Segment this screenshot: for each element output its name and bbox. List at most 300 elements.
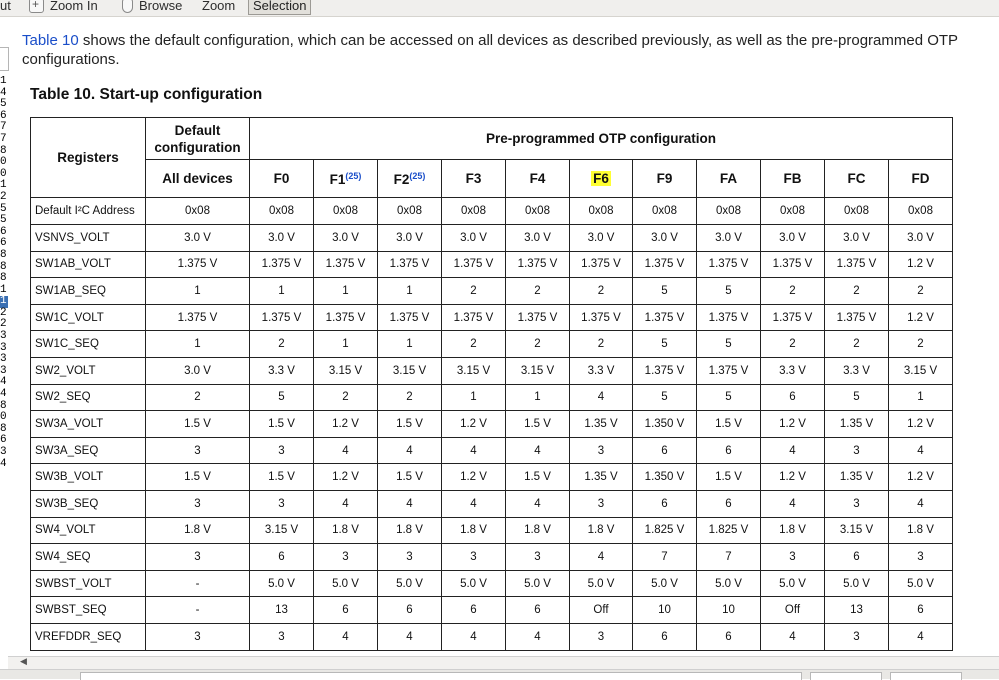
table-cell: Off bbox=[570, 597, 633, 624]
table-cell: 3.15 V bbox=[442, 357, 506, 384]
table-cell: 1.8 V bbox=[146, 517, 250, 544]
table-cell: 0x08 bbox=[146, 198, 250, 225]
column-header-f4 bbox=[506, 160, 570, 198]
register-name: SW3A_SEQ bbox=[31, 437, 146, 464]
table-cell: - bbox=[146, 570, 250, 597]
table-cell: 3.0 V bbox=[314, 225, 378, 252]
register-name: VREFDDR_SEQ bbox=[31, 623, 146, 650]
table-cell: 1.2 V bbox=[314, 411, 378, 438]
table-row bbox=[31, 331, 953, 358]
table-cell: 1.8 V bbox=[889, 517, 953, 544]
table-cell: 3.0 V bbox=[761, 225, 825, 252]
table-cell: 10 bbox=[633, 597, 697, 624]
zoom-in-button[interactable] bbox=[29, 0, 98, 16]
column-header-f3 bbox=[442, 160, 506, 198]
table-cell: 5.0 V bbox=[506, 570, 570, 597]
table-cell: 2 bbox=[889, 331, 953, 358]
gutter-digit: 6 bbox=[0, 109, 7, 122]
registers-header: Registers bbox=[31, 118, 146, 198]
table-cell: 1.350 V bbox=[633, 464, 697, 491]
table-cell: 3.0 V bbox=[442, 225, 506, 252]
table-cell: 0x08 bbox=[378, 198, 442, 225]
table-cell: 3.0 V bbox=[697, 225, 761, 252]
table-cell: 1.375 V bbox=[442, 251, 506, 278]
table-cell: 3.0 V bbox=[633, 225, 697, 252]
table-cell: 0x08 bbox=[633, 198, 697, 225]
register-name: SW4_VOLT bbox=[31, 517, 146, 544]
table-cell: 0x08 bbox=[570, 198, 633, 225]
table-cell: 1.375 V bbox=[378, 304, 442, 331]
table-cell: 5 bbox=[825, 384, 889, 411]
table-cell: 2 bbox=[570, 331, 633, 358]
table-cell: 6 bbox=[761, 384, 825, 411]
table-cell: 3 bbox=[378, 544, 442, 571]
table-cell: 5.0 V bbox=[250, 570, 314, 597]
table-cell: 1.2 V bbox=[889, 251, 953, 278]
gutter-digit: 0 bbox=[0, 167, 7, 180]
table-cell: 1.5 V bbox=[146, 411, 250, 438]
table-cell: 2 bbox=[442, 278, 506, 305]
table-cell: 3.0 V bbox=[889, 225, 953, 252]
table-cell: 1.375 V bbox=[697, 304, 761, 331]
table-cell: 3.0 V bbox=[825, 225, 889, 252]
table-cell: 3.3 V bbox=[570, 357, 633, 384]
table-cell: 4 bbox=[378, 623, 442, 650]
table-cell: 1 bbox=[146, 331, 250, 358]
table-cell: 4 bbox=[506, 490, 570, 517]
table-cell: 4 bbox=[761, 437, 825, 464]
table-10-link[interactable]: Table 10 bbox=[22, 32, 79, 49]
table-caption: Table 10. Start-up configuration bbox=[30, 86, 263, 103]
table-cell: 1.825 V bbox=[633, 517, 697, 544]
gutter-digit: 6 bbox=[0, 434, 7, 447]
table-cell: 0x08 bbox=[889, 198, 953, 225]
table-cell: 4 bbox=[442, 490, 506, 517]
table-cell: 3.0 V bbox=[570, 225, 633, 252]
table-cell: 5.0 V bbox=[378, 570, 442, 597]
table-row bbox=[31, 597, 953, 624]
table-cell: 5 bbox=[633, 384, 697, 411]
table-cell: 6 bbox=[825, 544, 889, 571]
column-label: F2 bbox=[393, 171, 410, 187]
table-cell: 4 bbox=[761, 623, 825, 650]
table-cell: 0x08 bbox=[697, 198, 761, 225]
table-row bbox=[31, 251, 953, 278]
table-cell: 3.15 V bbox=[825, 517, 889, 544]
table-cell: 1.375 V bbox=[442, 304, 506, 331]
gutter-digit: 3 bbox=[0, 341, 7, 354]
status-field[interactable] bbox=[80, 672, 802, 680]
column-header-fc bbox=[825, 160, 889, 198]
gutter-digit: 4 bbox=[0, 376, 7, 389]
gutter-digit: 3 bbox=[0, 364, 7, 377]
table-cell: 5 bbox=[697, 384, 761, 411]
table-cell: 2 bbox=[442, 331, 506, 358]
table-cell: 7 bbox=[633, 544, 697, 571]
table-cell: 5.0 V bbox=[633, 570, 697, 597]
hand-icon bbox=[122, 0, 133, 13]
table-cell: 4 bbox=[314, 437, 378, 464]
browse-button[interactable] bbox=[122, 0, 182, 16]
table-cell: 1 bbox=[314, 278, 378, 305]
table-cell: 1.35 V bbox=[825, 411, 889, 438]
table-cell: 1.5 V bbox=[250, 411, 314, 438]
table-cell: 1.5 V bbox=[250, 464, 314, 491]
register-name: SW3B_VOLT bbox=[31, 464, 146, 491]
table-cell: 1.5 V bbox=[697, 464, 761, 491]
table-cell: 1.8 V bbox=[442, 517, 506, 544]
column-header-f0 bbox=[250, 160, 314, 198]
register-name: SW1AB_VOLT bbox=[31, 251, 146, 278]
table-cell: 1.5 V bbox=[378, 411, 442, 438]
table-cell: 1.5 V bbox=[506, 464, 570, 491]
table-cell: 1.2 V bbox=[761, 464, 825, 491]
table-cell: 3 bbox=[825, 437, 889, 464]
table-cell: 1.375 V bbox=[761, 251, 825, 278]
zoom-button[interactable]: Zoom bbox=[202, 0, 236, 13]
table-cell: 1.8 V bbox=[314, 517, 378, 544]
table-cell: 3.15 V bbox=[506, 357, 570, 384]
column-label: FA bbox=[719, 171, 738, 186]
table-cell: 1 bbox=[889, 384, 953, 411]
table-cell: 3.0 V bbox=[378, 225, 442, 252]
table-cell: 1.375 V bbox=[570, 251, 633, 278]
table-cell: 0x08 bbox=[825, 198, 889, 225]
column-header-f9 bbox=[633, 160, 697, 198]
table-cell: 5 bbox=[697, 278, 761, 305]
left-gutter bbox=[0, 76, 8, 470]
table-cell: 3 bbox=[506, 544, 570, 571]
table-cell: 1.8 V bbox=[570, 517, 633, 544]
table-cell: 2 bbox=[146, 384, 250, 411]
table-cell: 3 bbox=[570, 490, 633, 517]
table-cell: 3 bbox=[570, 437, 633, 464]
intro-text: shows the default configuration, which can be accessed on all devices as described previously, as well as the pre-programmed OTP configurations. bbox=[22, 32, 958, 68]
register-name: SW3B_SEQ bbox=[31, 490, 146, 517]
table-cell: 6 bbox=[697, 490, 761, 517]
table-cell: 4 bbox=[889, 623, 953, 650]
table-cell: 1 bbox=[442, 384, 506, 411]
column-header-f1 bbox=[314, 160, 378, 198]
table-cell: 1.350 V bbox=[633, 411, 697, 438]
gutter-digit: 1 bbox=[0, 295, 7, 308]
table-cell: 2 bbox=[825, 278, 889, 305]
table-cell: 3.0 V bbox=[250, 225, 314, 252]
gutter-digit: 2 bbox=[0, 190, 7, 203]
table-cell: 4 bbox=[570, 544, 633, 571]
table-cell: 1.2 V bbox=[889, 304, 953, 331]
table-cell: 7 bbox=[697, 544, 761, 571]
table-cell: 3.15 V bbox=[378, 357, 442, 384]
table-cell: 6 bbox=[633, 623, 697, 650]
table-cell: 1.825 V bbox=[697, 517, 761, 544]
table-cell: 1.375 V bbox=[825, 251, 889, 278]
table-cell: 2 bbox=[378, 384, 442, 411]
table-row bbox=[31, 570, 953, 597]
table-cell: 5 bbox=[633, 278, 697, 305]
gutter-digit: 1 bbox=[0, 179, 7, 192]
gutter-digit: 4 bbox=[0, 388, 7, 401]
column-label: F0 bbox=[273, 171, 290, 186]
table-cell: 3 bbox=[761, 544, 825, 571]
table-row bbox=[31, 544, 953, 571]
table-cell: 1.375 V bbox=[378, 251, 442, 278]
table-cell: 3 bbox=[146, 623, 250, 650]
table-cell: 3.15 V bbox=[889, 357, 953, 384]
gutter-digit: 8 bbox=[0, 272, 7, 285]
table-row bbox=[31, 225, 953, 252]
table-cell: 1.5 V bbox=[146, 464, 250, 491]
table-cell: 1 bbox=[506, 384, 570, 411]
register-name: SW1AB_SEQ bbox=[31, 278, 146, 305]
table-cell: 2 bbox=[570, 278, 633, 305]
column-header-f6 bbox=[570, 160, 633, 198]
table-row bbox=[31, 490, 953, 517]
gutter-digit: 5 bbox=[0, 98, 7, 111]
table-cell: 5 bbox=[250, 384, 314, 411]
table-cell: 1.2 V bbox=[889, 411, 953, 438]
table-cell: 3 bbox=[442, 544, 506, 571]
register-name: SW1C_SEQ bbox=[31, 331, 146, 358]
table-cell: 3 bbox=[146, 544, 250, 571]
table-cell: 5.0 V bbox=[570, 570, 633, 597]
startup-config-table bbox=[30, 117, 953, 651]
table-cell: Off bbox=[761, 597, 825, 624]
table-cell: 3.3 V bbox=[761, 357, 825, 384]
table-row bbox=[31, 464, 953, 491]
table-cell: 5 bbox=[697, 331, 761, 358]
table-cell: 6 bbox=[506, 597, 570, 624]
table-cell: 1.375 V bbox=[633, 357, 697, 384]
table-cell: 5.0 V bbox=[314, 570, 378, 597]
table-cell: 1 bbox=[250, 278, 314, 305]
table-cell: 1 bbox=[378, 278, 442, 305]
column-header-fd bbox=[889, 160, 953, 198]
table-row bbox=[31, 357, 953, 384]
gutter-digit: 8 bbox=[0, 260, 7, 273]
table-cell: 13 bbox=[250, 597, 314, 624]
gutter-digit: 7 bbox=[0, 121, 7, 134]
horizontal-scrollbar[interactable] bbox=[8, 656, 999, 669]
table-cell: 3.15 V bbox=[250, 517, 314, 544]
status-field-3[interactable] bbox=[890, 672, 962, 680]
gutter-digit: 5 bbox=[0, 214, 7, 227]
table-cell: 1.5 V bbox=[378, 464, 442, 491]
table-row bbox=[31, 304, 953, 331]
column-label: F1 bbox=[329, 171, 346, 187]
table-cell: 10 bbox=[697, 597, 761, 624]
table-cell: 1.8 V bbox=[506, 517, 570, 544]
table-cell: 1.8 V bbox=[761, 517, 825, 544]
table-cell: 1 bbox=[314, 331, 378, 358]
table-cell: 4 bbox=[314, 623, 378, 650]
table-cell: 6 bbox=[697, 623, 761, 650]
table-cell: 1.375 V bbox=[825, 304, 889, 331]
table-row bbox=[31, 278, 953, 305]
gutter-digit: 2 bbox=[0, 306, 7, 319]
gutter-digit: 8 bbox=[0, 248, 7, 261]
table-cell: 6 bbox=[633, 437, 697, 464]
gutter-digit: 6 bbox=[0, 237, 7, 250]
table-cell: 4 bbox=[314, 490, 378, 517]
gutter-digit: 3 bbox=[0, 353, 7, 366]
table-cell: 1.375 V bbox=[314, 304, 378, 331]
register-name: SW3A_VOLT bbox=[31, 411, 146, 438]
column-label: F6 bbox=[593, 171, 609, 186]
table-cell: 5.0 V bbox=[825, 570, 889, 597]
register-name: SW1C_VOLT bbox=[31, 304, 146, 331]
table-cell: 3 bbox=[825, 490, 889, 517]
table-cell: 3 bbox=[889, 544, 953, 571]
table-cell: 3 bbox=[825, 623, 889, 650]
table-cell: 4 bbox=[442, 437, 506, 464]
column-label: F9 bbox=[656, 171, 673, 186]
table-cell: 0x08 bbox=[761, 198, 825, 225]
table-cell: 3.0 V bbox=[146, 357, 250, 384]
register-name: SWBST_SEQ bbox=[31, 597, 146, 624]
table-cell: 1.375 V bbox=[506, 251, 570, 278]
table-cell: 3.3 V bbox=[250, 357, 314, 384]
table-cell: 3 bbox=[314, 544, 378, 571]
table-cell: 6 bbox=[250, 544, 314, 571]
table-row bbox=[31, 517, 953, 544]
register-name: SW2_SEQ bbox=[31, 384, 146, 411]
toolbar bbox=[0, 0, 999, 17]
table-cell: 4 bbox=[506, 437, 570, 464]
table-cell: 1.375 V bbox=[146, 251, 250, 278]
table-cell: 1.8 V bbox=[378, 517, 442, 544]
footnote-ref[interactable]: (25) bbox=[409, 170, 426, 181]
table-cell: 3.0 V bbox=[506, 225, 570, 252]
register-name: SWBST_VOLT bbox=[31, 570, 146, 597]
default-config-header: Default configuration bbox=[146, 118, 250, 160]
table-cell: 5.0 V bbox=[442, 570, 506, 597]
column-label: FC bbox=[847, 171, 866, 186]
table-cell: 2 bbox=[506, 278, 570, 305]
otp-config-header: Pre-programmed OTP configuration bbox=[250, 118, 953, 160]
gutter-digit: 7 bbox=[0, 132, 7, 145]
column-header-fb bbox=[761, 160, 825, 198]
table-cell: 4 bbox=[761, 490, 825, 517]
table-cell: 3.3 V bbox=[825, 357, 889, 384]
gutter-digit: 4 bbox=[0, 457, 7, 470]
table-cell: 4 bbox=[442, 623, 506, 650]
table-cell: 0x08 bbox=[250, 198, 314, 225]
table-cell: 5 bbox=[633, 331, 697, 358]
gutter-digit: 3 bbox=[0, 330, 7, 343]
table-cell: 1.375 V bbox=[250, 304, 314, 331]
table-cell: 1.375 V bbox=[633, 304, 697, 331]
table-cell: 0x08 bbox=[506, 198, 570, 225]
table-cell: 6 bbox=[633, 490, 697, 517]
table-cell: 0x08 bbox=[314, 198, 378, 225]
register-name: SW2_VOLT bbox=[31, 357, 146, 384]
selection-button[interactable]: Selection bbox=[248, 0, 311, 15]
left-panel-field[interactable] bbox=[0, 47, 9, 71]
table-row bbox=[31, 198, 953, 225]
gutter-digit: 1 bbox=[0, 76, 7, 87]
column-header-fa bbox=[697, 160, 761, 198]
table-cell: 3 bbox=[570, 623, 633, 650]
table-cell: 0x08 bbox=[442, 198, 506, 225]
table-cell: 2 bbox=[506, 331, 570, 358]
table-cell: 3 bbox=[250, 623, 314, 650]
intro-paragraph bbox=[22, 31, 982, 69]
table-cell: 4 bbox=[378, 437, 442, 464]
table-cell: 6 bbox=[697, 437, 761, 464]
table-cell: 2 bbox=[761, 331, 825, 358]
table-cell: 6 bbox=[314, 597, 378, 624]
scroll-left-icon[interactable]: ◀ bbox=[20, 656, 27, 666]
gutter-digit: 2 bbox=[0, 318, 7, 331]
table-cell: 1.2 V bbox=[889, 464, 953, 491]
table-cell: 1.35 V bbox=[570, 411, 633, 438]
table-cell: 2 bbox=[761, 278, 825, 305]
table-cell: 1.375 V bbox=[506, 304, 570, 331]
table-cell: 6 bbox=[378, 597, 442, 624]
register-name: VSNVS_VOLT bbox=[31, 225, 146, 252]
table-cell: - bbox=[146, 597, 250, 624]
gutter-digit: 0 bbox=[0, 411, 7, 424]
browse-label: Browse bbox=[139, 0, 183, 13]
table-cell: 3 bbox=[250, 490, 314, 517]
footnote-ref[interactable]: (25) bbox=[345, 170, 362, 181]
table-cell: 5.0 V bbox=[697, 570, 761, 597]
register-name: Default I²C Address bbox=[31, 198, 146, 225]
table-cell: 1.2 V bbox=[442, 411, 506, 438]
table-cell: 1 bbox=[378, 331, 442, 358]
table-cell: 3.15 V bbox=[314, 357, 378, 384]
table-cell: 1 bbox=[146, 278, 250, 305]
column-label: FD bbox=[911, 171, 930, 186]
status-field-2[interactable] bbox=[810, 672, 882, 680]
gutter-digit: 0 bbox=[0, 156, 7, 169]
table-cell: 3.0 V bbox=[146, 225, 250, 252]
cut-button[interactable]: ut bbox=[0, 0, 11, 13]
table-cell: 1.375 V bbox=[314, 251, 378, 278]
table-cell: 1.375 V bbox=[697, 251, 761, 278]
table-cell: 6 bbox=[889, 597, 953, 624]
table-row bbox=[31, 437, 953, 464]
table-cell: 3 bbox=[250, 437, 314, 464]
column-header-f2 bbox=[378, 160, 442, 198]
table-cell: 4 bbox=[889, 490, 953, 517]
table-row bbox=[31, 623, 953, 650]
table-cell: 6 bbox=[442, 597, 506, 624]
gutter-digit: 8 bbox=[0, 422, 7, 435]
all-devices-header: All devices bbox=[146, 160, 250, 198]
table-cell: 4 bbox=[889, 437, 953, 464]
gutter-digit: 5 bbox=[0, 202, 7, 215]
gutter-digit: 8 bbox=[0, 144, 7, 157]
table-cell: 1.35 V bbox=[570, 464, 633, 491]
table-cell: 2 bbox=[314, 384, 378, 411]
table-cell: 1.5 V bbox=[697, 411, 761, 438]
table-cell: 5.0 V bbox=[889, 570, 953, 597]
table-cell: 2 bbox=[250, 331, 314, 358]
table-cell: 1.5 V bbox=[506, 411, 570, 438]
gutter-digit: 1 bbox=[0, 283, 7, 296]
gutter-digit: 4 bbox=[0, 86, 7, 99]
table-cell: 3 bbox=[146, 437, 250, 464]
table-cell: 1.35 V bbox=[825, 464, 889, 491]
gutter-digit: 8 bbox=[0, 399, 7, 412]
table-cell: 1.375 V bbox=[146, 304, 250, 331]
gutter-digit: 3 bbox=[0, 446, 7, 458]
table-cell: 2 bbox=[889, 278, 953, 305]
gutter-digit: 6 bbox=[0, 225, 7, 238]
zoom-in-icon bbox=[29, 0, 44, 13]
